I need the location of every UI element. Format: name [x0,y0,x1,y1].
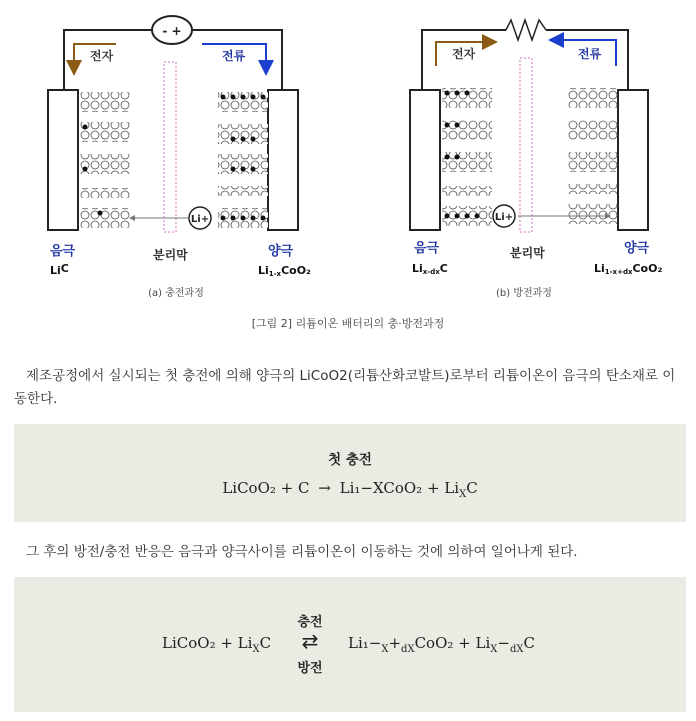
paragraph-cycle: 그 후의 방전/충전 반응은 음극과 양극사이를 리튬이온이 이동하는 것에 의하여 일어나게 된다. [26,544,578,560]
discharge-label: 방전 [297,661,323,676]
first-charge-box [14,424,686,522]
anode-electrode [410,90,440,230]
cathode-layers [568,88,618,224]
caption-a: (a) 충전과정 [148,288,204,299]
anode-label: 음극 [414,241,440,256]
cathode-label: 양극 [624,241,650,256]
separator-label: 분리막 [153,248,188,262]
equilibrium-arrow-icon: ⇄ [301,629,319,653]
cathode-electrode [268,90,298,230]
first-charge-title: 첫 충전 [328,452,372,468]
anode-formula: LiC [50,262,69,277]
cathode-label: 양극 [268,244,294,259]
separator [520,58,532,232]
current-label: 전류 [222,49,246,63]
svg-text:Li+: Li+ [190,214,210,225]
cathode-formula: Li1-x+dxCoO₂ [594,262,663,276]
lithium-ion-icon [189,207,211,229]
cathode-layers [218,92,268,228]
charge-discharge-box [14,577,686,712]
figure-caption: [그림 2] 리튬이온 배터리의 충·방전과정 [251,317,445,330]
power-source-icon [152,16,192,44]
electron-label: 전자 [90,49,114,63]
current-label: 전류 [578,47,602,61]
diagram-charging [0,0,348,300]
resistor-icon [506,20,546,40]
paragraph-first-charge: 제조공정에서 실시되는 첫 충전에 의해 양극의 LiCoO2(리튬산화코발트)로부터 리튬이온이 음극의 탄소재로 이동한다. [14,368,676,407]
anode-layers [80,92,130,228]
anode-layers [442,88,492,226]
diagram-discharging [348,0,696,300]
separator [164,62,176,232]
anode-electrode [48,90,78,230]
electron-label: 전자 [452,47,476,61]
lithium-ion-icon [493,205,515,227]
source-label: - + [162,24,182,38]
charge-label: 충전 [297,615,323,630]
first-charge-equation: LiCoO₂ + C → Li₁−XCoO₂ + $Li_XC$ [222,479,478,500]
separator-label: 분리막 [510,246,545,260]
cathode-formula: Li1-xCoO₂ [258,264,311,278]
caption-b: (b) 방전과정 [496,288,552,299]
equilibrium-right: $Li_1-_X+_{dX}CoO_2 + Li_X-_{dX}C$ [348,634,535,655]
cathode-electrode [618,90,648,230]
anode-label: 음극 [50,244,76,259]
equilibrium-left: LiCoO₂ + $Li_XC$ [162,634,272,655]
anode-formula: Lix-dxC [412,262,448,276]
svg-text:Li+: Li+ [494,212,514,223]
